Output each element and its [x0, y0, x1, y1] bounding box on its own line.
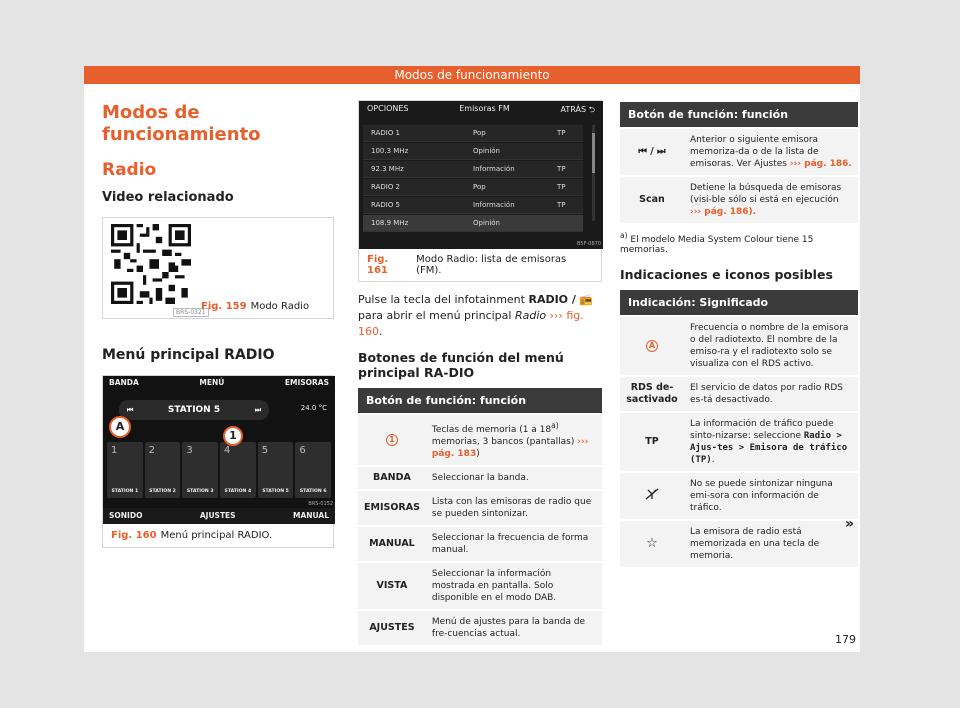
station-row[interactable]: RADIO 2 Pop TP: [363, 179, 583, 196]
figure-159-caption: [201, 301, 309, 312]
menu-heading: Menú principal RADIO: [102, 347, 275, 363]
continue-mark: »: [844, 516, 854, 532]
function-buttons-heading: Botones de función del menú principal RA-DIO: [358, 350, 564, 380]
table-row: MANUAL Seleccionar la frecuencia de forma manual.: [358, 527, 602, 561]
previous-station-icon[interactable]: ⏮: [127, 406, 134, 414]
prev-next-icon: ⏮ / ⏭: [620, 129, 684, 175]
list-scrollbar[interactable]: [592, 125, 595, 221]
column-right: [620, 100, 858, 569]
no-tp-icon: [645, 492, 659, 503]
banda-button[interactable]: BANDA: [109, 378, 139, 387]
table-row: No se puede sintonizar ninguna emi-sora con información de tráfico.: [620, 473, 858, 519]
qr-code-image[interactable]: [111, 224, 191, 304]
radio-bottom-bar: [103, 508, 335, 524]
station-row[interactable]: RADIO 5 Información TP: [363, 197, 583, 214]
emisoras-button[interactable]: EMISORAS: [284, 378, 329, 387]
station-row[interactable]: 92.3 MHz Información TP: [363, 161, 583, 178]
figure-code: BRS-0321: [173, 308, 209, 317]
column-left: [102, 102, 334, 548]
table-row: EMISORAS Lista con las emisoras de radio que se pueden sintonizar.: [358, 491, 602, 525]
function-buttons-table-continued: [620, 100, 858, 225]
table-row: 1 Teclas de memoria (1 a 18$^{a)}$ memorias, 3 bancos (pantallas) ››› pág. 183): [358, 415, 602, 465]
station-row[interactable]: 100.3 MHz Opinión: [363, 143, 583, 160]
menu-path: Radio > Ajus-tes > Emisora de tráfico (TP): [690, 431, 848, 465]
figure-161-caption: [359, 249, 601, 281]
preset-buttons: [107, 442, 331, 498]
figure-161: [358, 100, 602, 282]
radio-key-icon: 📻: [579, 293, 594, 306]
figure-code: BRS-0152: [308, 501, 333, 507]
table-row: A Frecuencia o nombre de la emisora o del radiotexto. El nombre de la emiso-ra y el radiotexto solo se visualiza con el RDS activo.: [620, 317, 858, 375]
callout-1: 1: [223, 426, 243, 446]
table-row: BANDA Seleccionar la banda.: [358, 467, 602, 489]
figure-159: [102, 217, 334, 319]
table-header: Indicación: Significado: [620, 290, 858, 315]
figure-number: Fig. 160: [111, 530, 157, 541]
list-title: Emisoras FM: [459, 104, 510, 113]
function-buttons-table: [358, 386, 602, 647]
sonido-button[interactable]: SONIDO: [109, 511, 143, 520]
station-list: [363, 125, 583, 233]
table-row: TP La información de tráfico puede sinto-nizarse: seleccione Radio > Ajus-tes > Emisora de tráfico (TP).: [620, 413, 858, 471]
table-row: VISTA Seleccionar la información mostrada en pantalla. Solo disponible en el modo DAB.: [358, 563, 602, 609]
table-row: AJUSTES Menú de ajustes para la banda de fre-cuencias actual.: [358, 611, 602, 645]
table-header: Botón de función: función: [620, 102, 858, 127]
indications-table: [620, 288, 858, 569]
figure-label: Modo Radio: lista de emisoras (FM).: [416, 254, 567, 276]
back-arrow-icon: ⮌: [588, 105, 595, 114]
figure-reference[interactable]: ››› fig. 160: [358, 309, 584, 338]
table-row: RDS de-sactivado El servicio de datos por radio RDS es-tá desactivado.: [620, 377, 858, 411]
callout-a-marker: A: [646, 340, 658, 352]
next-station-icon[interactable]: ⏭: [254, 406, 261, 414]
atras-button[interactable]: ATRÁS ⮌: [560, 105, 595, 114]
callout-a: A: [109, 416, 131, 438]
ajustes-button[interactable]: AJUSTES: [199, 511, 236, 520]
figure-160: [102, 375, 334, 548]
manual-button[interactable]: MANUAL: [293, 511, 329, 520]
figure-160-caption: [103, 524, 333, 547]
column-middle: [358, 100, 602, 647]
callout-1-marker: 1: [386, 434, 398, 446]
footnote: $^{a)}$ El modelo Media System Colour tiene 15 memorias.: [620, 231, 814, 255]
temperature-readout: 24.0 °C: [300, 404, 327, 412]
radio-main-screen: [103, 376, 335, 524]
scrollbar-thumb[interactable]: [592, 133, 595, 173]
opciones-button[interactable]: OPCIONES: [367, 104, 409, 113]
preset-button[interactable]: 2 STATION 2: [145, 442, 181, 498]
icons-heading: Indicaciones e iconos posibles: [620, 267, 833, 282]
page-reference[interactable]: ››› pág. 186.: [789, 159, 852, 169]
manual-page: [84, 66, 860, 652]
table-row: ☆ La emisora de radio está memorizada en una tecla de memoria.: [620, 521, 858, 567]
figure-label: Menú principal RADIO.: [160, 530, 273, 541]
fm-top-bar: [359, 101, 603, 117]
intro-paragraph: Pulse la tecla del infotainment RADIO / 📻 para abrir el menú principal Radio ››› fig. 160.: [358, 293, 594, 338]
radio-top-bar: [103, 376, 335, 390]
page-title: Modos de funcionamiento: [102, 102, 261, 145]
station-row[interactable]: RADIO 1 Pop TP: [363, 125, 583, 142]
preset-button[interactable]: 6 STATION 6: [295, 442, 331, 498]
section-title-radio: Radio: [102, 160, 157, 180]
page-reference[interactable]: ››› pág. 186).: [690, 207, 757, 217]
preset-button[interactable]: 1 STATION 1: [107, 442, 143, 498]
menu-button[interactable]: MENÚ: [199, 378, 225, 387]
figure-number: Fig. 159: [201, 301, 247, 312]
preset-button[interactable]: 4 STATION 4: [220, 442, 256, 498]
table-header: Botón de función: función: [358, 388, 602, 413]
page-number: 179: [835, 633, 856, 646]
figure-label: Modo Radio: [250, 301, 310, 312]
fm-station-list-screen: [359, 101, 603, 249]
preset-button[interactable]: 5 STATION 5: [258, 442, 294, 498]
video-heading: Video relacionado: [102, 190, 234, 205]
preset-button[interactable]: 3 STATION 3: [182, 442, 218, 498]
figure-code: B5F-0870: [576, 241, 601, 247]
figure-number: Fig. 161: [367, 254, 389, 276]
station-display: [119, 400, 269, 420]
table-row: Scan Detiene la búsqueda de emisoras (visi-ble sólo si está en ejecución ››› pág. 186).: [620, 177, 858, 223]
table-row: ⏮ / ⏭ Anterior o siguiente emisora memoriza-da o de la lista de emisoras. Ver Ajustes ››› pág. 186.: [620, 129, 858, 175]
star-icon: ☆: [646, 535, 658, 551]
station-row[interactable]: 108.9 MHz Opinión: [363, 215, 583, 232]
radio-key-label: RADIO /: [528, 293, 576, 306]
page-reference[interactable]: ››› pág. 183: [431, 437, 589, 459]
station-name: STATION 5: [167, 405, 221, 415]
page-header: Modos de funcionamiento: [84, 66, 860, 84]
